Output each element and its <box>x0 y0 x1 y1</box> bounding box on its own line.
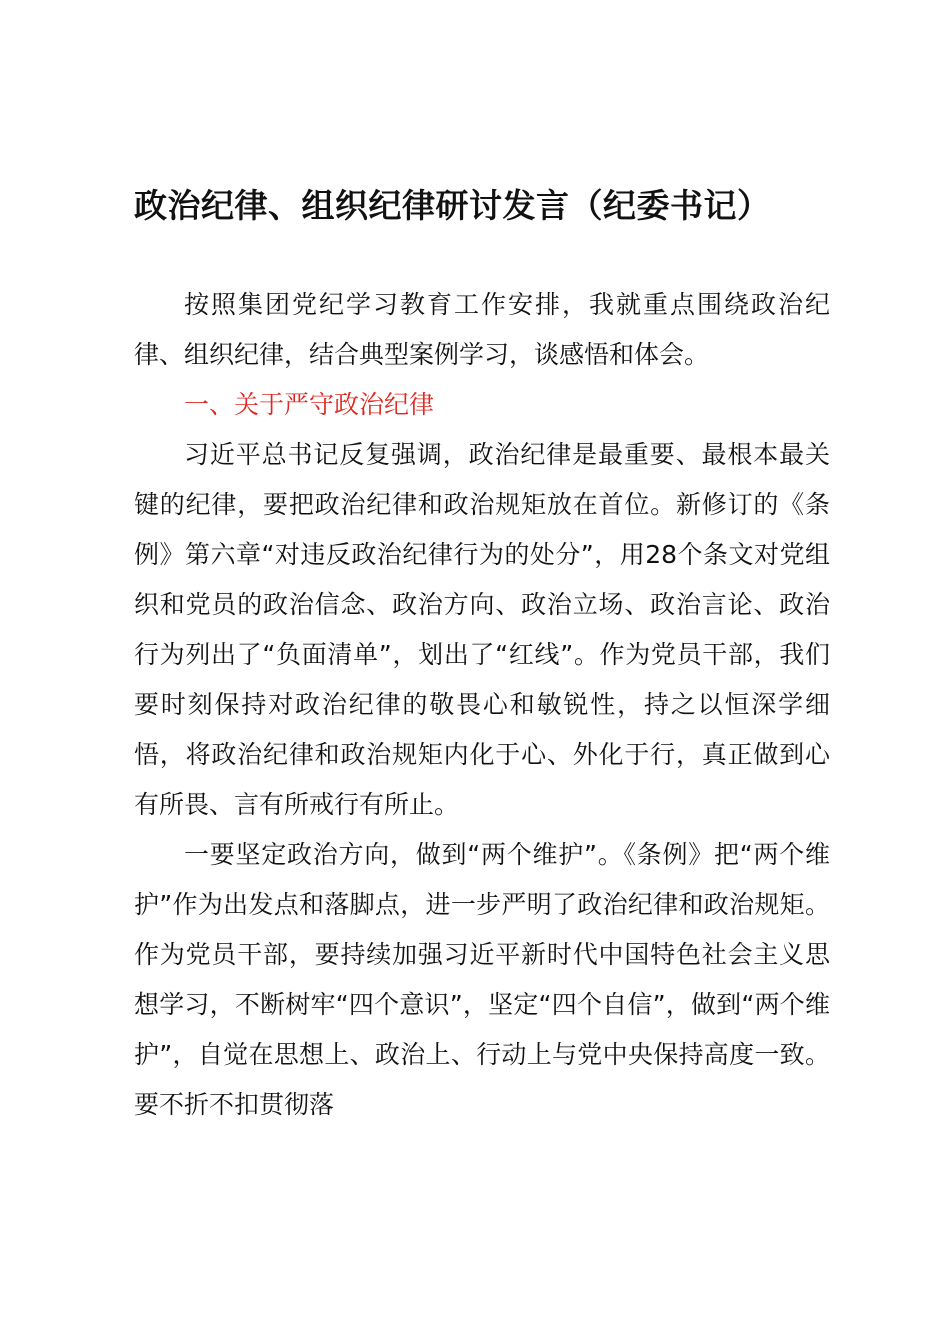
body-paragraph-2: 一要坚定政治方向，做到“两个维护”。《条例》把“两个维护”作为出发点和落脚点，进一步严明了政治纪律和政治规矩。作为党员干部，要持续加强习近平新时代中国特色社会主义思想学习，不断树牢“四个意识”，坚定“四个自信”，做到“两个维护”，自觉在思想上、政治上、行动上与党中央保持高度一致。要不折不扣贯彻落 <box>134 840 830 1119</box>
body-paragraph-1: 习近平总书记反复强调，政治纪律是最重要、最根本最关键的纪律，要把政治纪律和政治规矩放在首位。新修订的《条例》第六章“对违反政治纪律行为的处分”，用28个条文对党组织和党员的政治信念、政治方向、政治立场、政治言论、政治行为列出了“负面清单”，划出了“红线”。作为党员干部，我们要时刻保持对政治纪律的敬畏心和敏锐性，持之以恒深学细悟，将政治纪律和政治规矩内化于心、外化于行，真正做到心有所畏、言有所戒行有所止。 <box>134 440 830 819</box>
intro-paragraph: 按照集团党纪学习教育工作安排，我就重点围绕政治纪律、组织纪律，结合典型案例学习，谈感悟和体会。 <box>134 290 830 369</box>
document-body <box>134 280 830 1130</box>
section-heading: 一、关于严守政治纪律 <box>184 390 435 419</box>
document-title: 政治纪律、组织纪律研讨发言（纪委书记） <box>134 186 771 225</box>
